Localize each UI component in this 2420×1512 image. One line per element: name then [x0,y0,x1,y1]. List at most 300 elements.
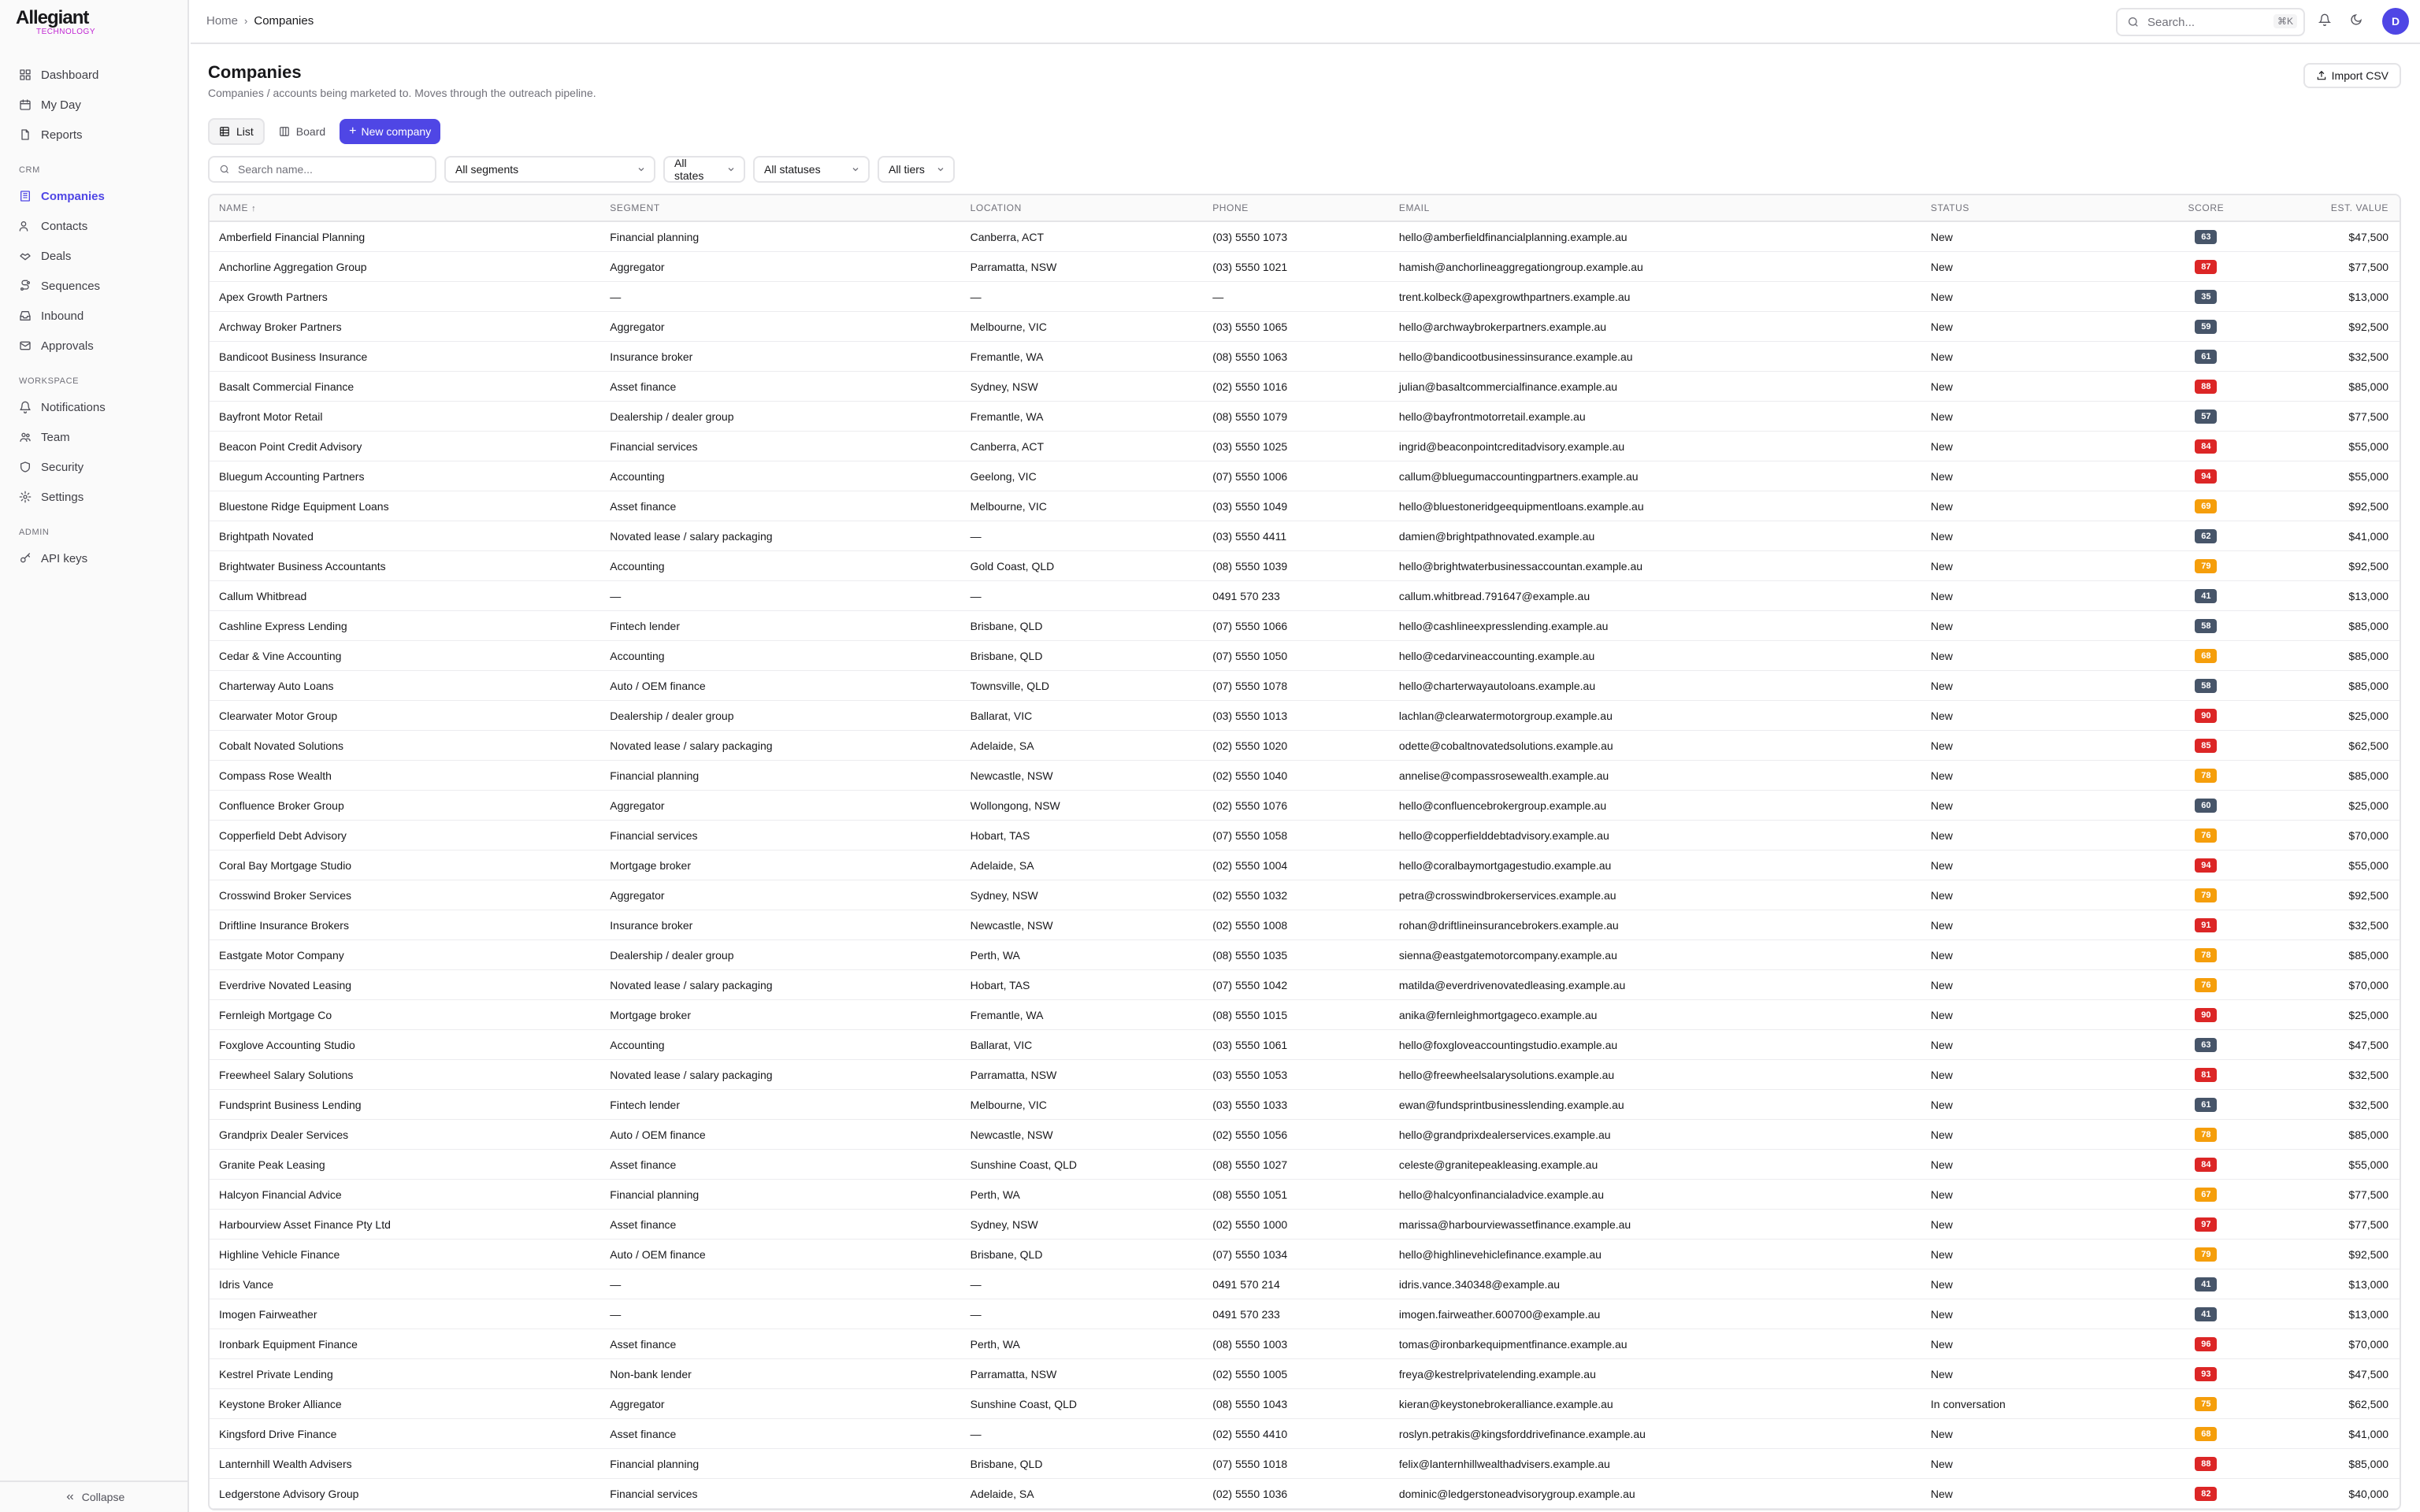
score-badge: 41 [2195,1277,2217,1292]
table-row[interactable] [210,970,2400,1000]
cell-segment: Mortgage broker [610,1008,691,1021]
cell-email: damien@brightpathnovated.example.au [1398,529,1595,543]
sidebar-item-dashboard[interactable] [9,60,180,90]
cell-email: hamish@anchorlineaggregationgroup.example.au [1398,260,1643,273]
cell-email: felix@lanternhillwealthadvisers.example.au [1398,1457,1610,1470]
cell-phone: (08) 5550 1003 [1212,1337,1288,1351]
cell-segment: Asset finance [610,499,677,513]
table-row[interactable] [210,671,2400,701]
cell-name: Harbourview Asset Finance Pty Ltd [219,1217,391,1231]
tier-filter-select[interactable] [878,156,955,183]
search-icon [219,164,230,175]
cell-status: New [1930,589,1953,602]
cell-segment: Accounting [610,559,665,573]
cell-score [2157,888,2255,902]
table-header [210,195,2400,222]
cell-location: Canberra, ACT [970,439,1044,453]
cell-score [2157,799,2255,813]
cell-name: Bandicoot Business Insurance [219,350,368,363]
score-badge: 68 [2195,649,2217,663]
cell-segment: Accounting [610,1038,665,1051]
cell-phone: (03) 5550 1021 [1212,260,1288,273]
sidebar-item-contacts[interactable] [9,211,180,241]
score-badge: 62 [2195,529,2217,543]
cell-segment: Aggregator [610,1397,665,1410]
new-company-button[interactable] [340,119,440,144]
cell-segment: Dealership / dealer group [610,709,734,722]
cell-score [2157,1457,2255,1471]
table-row[interactable] [210,880,2400,910]
cell-value: $70,000 [2348,978,2389,991]
cell-location: — [970,589,982,602]
cell-phone: (08) 5550 1015 [1212,1008,1288,1021]
cell-score [2157,1158,2255,1172]
cell-location: Melbourne, VIC [970,1098,1047,1111]
import-csv-button[interactable] [2303,63,2401,88]
cell-score [2157,1188,2255,1202]
table-row[interactable] [210,1210,2400,1240]
cell-value: $85,000 [2348,769,2389,782]
new-company-label: New company [361,125,432,138]
cell-value: $55,000 [2348,439,2389,453]
table-row[interactable] [210,791,2400,821]
cell-value: $55,000 [2348,858,2389,872]
sort-asc-icon: ↑ [251,204,257,213]
cell-score [2157,380,2255,394]
score-badge: 94 [2195,469,2217,484]
column-header-email[interactable]: EMAIL [1398,202,1430,213]
sidebar-item-label: Inbound [41,309,84,323]
sidebar-item-approvals[interactable] [9,331,180,361]
sidebar-item-notifications[interactable] [9,392,180,422]
cell-location: Geelong, VIC [970,469,1037,483]
cell-name: Fernleigh Mortgage Co [219,1008,332,1021]
breadcrumb-home[interactable]: Home [206,14,239,28]
cell-name: Clearwater Motor Group [219,709,338,722]
cell-phone: (03) 5550 1013 [1212,709,1288,722]
cell-name: Kingsford Drive Finance [219,1427,337,1440]
sidebar-item-security[interactable] [9,452,180,482]
table-row[interactable] [210,1449,2400,1479]
cell-email: matilda@everdrivenovatedleasing.example.au [1398,978,1626,991]
cell-name: Freewheel Salary Solutions [219,1068,354,1081]
table-row[interactable] [210,432,2400,461]
state-filter-value: All states [674,157,704,182]
score-badge: 85 [2195,739,2217,753]
cell-name: Cedar & Vine Accounting [219,649,342,662]
cell-score [2157,739,2255,753]
cell-location: Fremantle, WA [970,350,1044,363]
breadcrumb-current: Companies [254,14,314,28]
table-row[interactable] [210,1240,2400,1269]
score-badge: 90 [2195,709,2217,723]
table-row[interactable] [210,1180,2400,1210]
cell-status: New [1930,1247,1953,1261]
cell-segment: Aggregator [610,799,665,812]
cell-segment: Novated lease / salary packaging [610,529,773,543]
cell-location: Wollongong, NSW [970,799,1060,812]
table-row[interactable] [210,282,2400,312]
cell-phone: (08) 5550 1027 [1212,1158,1288,1171]
score-badge: 61 [2195,350,2217,364]
score-badge: 63 [2195,230,2217,244]
cell-value: $13,000 [2348,1307,2389,1321]
table-row[interactable] [210,1150,2400,1180]
score-badge: 41 [2195,1307,2217,1321]
cell-email: idris.vance.340348@example.au [1398,1277,1560,1291]
cell-score [2157,1128,2255,1142]
score-badge: 81 [2195,1068,2217,1082]
cell-location: Townsville, QLD [970,679,1049,692]
table-row[interactable] [210,1359,2400,1389]
cell-location: Hobart, TAS [970,828,1030,842]
cell-score [2157,918,2255,932]
cell-value: $92,500 [2348,559,2389,573]
score-badge: 63 [2195,1038,2217,1052]
chevron-down-icon [637,165,646,174]
cell-email: kieran@keystonebrokeralliance.example.au [1398,1397,1613,1410]
cell-phone: (07) 5550 1066 [1212,619,1288,632]
cell-status: New [1930,799,1953,812]
table-row[interactable] [210,1329,2400,1359]
sidebar-item-label: API keys [41,551,88,565]
table-row[interactable] [210,1090,2400,1120]
cell-location: Sydney, NSW [970,1217,1038,1231]
cell-name: Coral Bay Mortgage Studio [219,858,352,872]
table-row[interactable] [210,1299,2400,1329]
column-header-status[interactable]: STATUS [1930,202,1970,213]
cell-phone: (02) 5550 1005 [1212,1367,1288,1380]
cell-status: New [1930,739,1953,752]
sidebar-item-label: Notifications [41,400,106,414]
cell-phone: (08) 5550 1043 [1212,1397,1288,1410]
cell-segment: Auto / OEM finance [610,1128,706,1141]
cell-email: hello@brightwaterbusinessaccountan.example.au [1398,559,1643,573]
column-header-segment[interactable]: SEGMENT [610,202,660,213]
cell-email: anika@fernleighmortgageco.example.au [1398,1008,1598,1021]
cell-segment: Insurance broker [610,350,693,363]
cell-phone: (07) 5550 1018 [1212,1457,1288,1470]
cell-location: — [970,529,982,543]
cell-location: Ballarat, VIC [970,709,1033,722]
cell-email: hello@bluestoneridgeequipmentloans.example.au [1398,499,1644,513]
cell-email: julian@basaltcommercialfinance.example.au [1398,380,1618,393]
cell-email: odette@cobaltnovatedsolutions.example.au [1398,739,1613,752]
calendar-icon [19,98,32,111]
cell-location: Adelaide, SA [970,1487,1034,1500]
filter-bar [208,156,963,183]
sidebar-item-label: Approvals [41,339,94,353]
cell-email: hello@highlinevehiclefinance.example.au [1398,1247,1602,1261]
cell-status: New [1930,1188,1953,1201]
sidebar-item-api-keys[interactable] [9,543,180,573]
cell-phone: (07) 5550 1042 [1212,978,1288,991]
cell-value: $77,500 [2348,410,2389,423]
building-icon [19,190,32,202]
cell-value: $47,500 [2348,1038,2389,1051]
table-row[interactable] [210,910,2400,940]
score-badge: 76 [2195,978,2217,992]
table-row[interactable] [210,701,2400,731]
cell-status: New [1930,649,1953,662]
table-row[interactable] [210,611,2400,641]
table-body [210,222,2400,1509]
cell-score [2157,1008,2255,1022]
score-badge: 35 [2195,290,2217,304]
cell-segment: Fintech lender [610,619,680,632]
segment-filter-select[interactable] [444,156,655,183]
cell-name: Brightpath Novated [219,529,314,543]
sidebar-item-label: Dashboard [41,68,99,82]
status-filter-select[interactable] [753,156,870,183]
cell-segment: Non-bank lender [610,1367,692,1380]
table-row[interactable] [210,1389,2400,1419]
chevron-down-icon [726,165,736,174]
table-row[interactable] [210,1419,2400,1449]
table-row[interactable] [210,1030,2400,1060]
table-row[interactable] [210,461,2400,491]
cell-score [2157,290,2255,304]
collapse-button[interactable] [0,1480,189,1512]
cell-email: hello@cashlineexpresslending.example.au [1398,619,1609,632]
cell-phone: (02) 5550 1008 [1212,918,1288,932]
cell-status: New [1930,410,1953,423]
cell-status: New [1930,1038,1953,1051]
cell-segment: Aggregator [610,320,665,333]
score-badge: 79 [2195,1247,2217,1262]
cell-email: lachlan@clearwatermotorgroup.example.au [1398,709,1613,722]
view-board-tab[interactable] [269,118,335,145]
cell-value: $77,500 [2348,260,2389,273]
cell-name: Granite Peak Leasing [219,1158,325,1171]
global-search-input[interactable] [2116,8,2305,36]
cell-name: Eastgate Motor Company [219,948,344,962]
score-badge: 68 [2195,1427,2217,1441]
cell-segment: Asset finance [610,1337,677,1351]
bell-icon [2318,13,2331,30]
user-avatar[interactable]: D [2382,8,2409,35]
cell-status: New [1930,619,1953,632]
score-badge: 87 [2195,260,2217,274]
view-list-label: List [236,125,254,138]
cell-email: hello@confluencebrokergroup.example.au [1398,799,1607,812]
cell-name: Ledgerstone Advisory Group [219,1487,359,1500]
cell-name: Idris Vance [219,1277,273,1291]
cell-location: — [970,290,982,303]
notifications-button[interactable] [2316,13,2333,30]
table-row[interactable] [210,342,2400,372]
cell-score [2157,828,2255,843]
sidebar-item-deals[interactable] [9,241,180,271]
table-row[interactable] [210,1000,2400,1030]
column-header-score[interactable]: SCORE [2188,202,2225,213]
cell-segment: Auto / OEM finance [610,1247,706,1261]
score-badge: 58 [2195,679,2217,693]
cell-name: Callum Whitbread [219,589,307,602]
score-badge: 96 [2195,1337,2217,1351]
cell-score [2157,469,2255,484]
table-row[interactable] [210,222,2400,252]
cell-phone: (03) 5550 1025 [1212,439,1288,453]
cell-email: imogen.fairweather.600700@example.au [1398,1307,1601,1321]
column-header-name[interactable] [210,202,600,213]
cell-email: tomas@ironbarkequipmentfinance.example.au [1398,1337,1628,1351]
cell-email: hello@bayfrontmotorretail.example.au [1398,410,1586,423]
segment-filter-value: All segments [455,163,519,176]
key-icon [19,552,32,565]
cell-status: New [1930,1427,1953,1440]
table-row[interactable] [210,761,2400,791]
list-icon [219,126,230,137]
cell-value: $85,000 [2348,1128,2389,1141]
cell-phone: (07) 5550 1058 [1212,828,1288,842]
cell-status: New [1930,380,1953,393]
board-icon [279,126,290,137]
column-header-phone[interactable]: PHONE [1212,202,1249,213]
cell-location: Newcastle, NSW [970,769,1053,782]
cell-segment: Asset finance [610,1217,677,1231]
cell-status: New [1930,1158,1953,1171]
team-icon [19,431,32,443]
chevron-down-icon [851,165,860,174]
cell-location: — [970,1277,982,1291]
cell-value: $85,000 [2348,948,2389,962]
cell-score [2157,1038,2255,1052]
table-row[interactable] [210,581,2400,611]
theme-toggle-button[interactable] [2348,13,2365,30]
cell-segment: — [610,1277,622,1291]
cell-phone: (08) 5550 1035 [1212,948,1288,962]
sidebar-item-companies[interactable] [9,181,180,211]
table-row[interactable] [210,402,2400,432]
import-csv-label: Import CSV [2331,69,2388,82]
table-row[interactable] [210,940,2400,970]
cell-score [2157,499,2255,513]
column-header-value[interactable]: EST. VALUE [2330,202,2389,213]
table-row[interactable] [210,551,2400,581]
sidebar-item-label: Deals [41,249,72,263]
cell-phone: (02) 5550 1032 [1212,888,1288,902]
cell-status: New [1930,1277,1953,1291]
cell-email: petra@crosswindbrokerservices.example.au [1398,888,1616,902]
cell-phone: (02) 5550 4410 [1212,1427,1288,1440]
cell-score [2157,260,2255,274]
table-row[interactable] [210,521,2400,551]
cell-segment: — [610,1307,622,1321]
cell-status: New [1930,290,1953,303]
cell-phone: (02) 5550 1016 [1212,380,1288,393]
cell-status: New [1930,529,1953,543]
table-row[interactable] [210,312,2400,342]
cell-name: Keystone Broker Alliance [219,1397,342,1410]
score-badge: 94 [2195,858,2217,873]
column-header-location[interactable]: LOCATION [970,202,1022,213]
table-row[interactable] [210,731,2400,761]
name-search-input[interactable] [208,156,436,183]
cell-location: Fremantle, WA [970,410,1044,423]
cell-phone: (02) 5550 1036 [1212,1487,1288,1500]
companies-table [208,194,2401,1510]
cell-phone: (02) 5550 1056 [1212,1128,1288,1141]
plus-icon: + [349,124,357,138]
score-badge: 78 [2195,1128,2217,1142]
sidebar-item-reports[interactable] [9,120,180,150]
cell-phone: 0491 570 214 [1212,1277,1280,1291]
score-badge: 90 [2195,1008,2217,1022]
cell-phone: (02) 5550 1040 [1212,769,1288,782]
cell-value: $70,000 [2348,828,2389,842]
table-row[interactable] [210,641,2400,671]
sidebar-item-my-day[interactable] [9,90,180,120]
global-search-placeholder: Search... [2147,15,2195,29]
cell-email: ingrid@beaconpointcreditadvisory.example.au [1398,439,1625,453]
brand-logo[interactable] [16,8,95,36]
cell-location: — [970,1307,982,1321]
sidebar-item-settings[interactable] [9,482,180,512]
sidebar-item-sequences[interactable] [9,271,180,301]
cell-phone: (02) 5550 1000 [1212,1217,1288,1231]
view-list-tab[interactable] [208,118,265,145]
cell-name: Beacon Point Credit Advisory [219,439,362,453]
cell-email: roslyn.petrakis@kingsforddrivefinance.example.au [1398,1427,1646,1440]
score-badge: 57 [2195,410,2217,424]
table-row[interactable] [210,1060,2400,1090]
cell-status: New [1930,1457,1953,1470]
cell-email: annelise@compassrosewealth.example.au [1398,769,1609,782]
cell-segment: Financial planning [610,1188,700,1201]
upload-icon [2316,70,2327,81]
cell-name: Archway Broker Partners [219,320,342,333]
main-content [208,60,2401,1500]
score-badge: 91 [2195,918,2217,932]
cell-value: $62,500 [2348,739,2389,752]
cell-location: Sydney, NSW [970,380,1038,393]
cell-email: hello@cedarvineaccounting.example.au [1398,649,1595,662]
section-label-crm: CRM [19,165,40,175]
table-row[interactable] [210,1120,2400,1150]
cell-segment: Auto / OEM finance [610,679,706,692]
cell-value: $55,000 [2348,1158,2389,1171]
cell-score [2157,439,2255,454]
cell-location: Canberra, ACT [970,230,1044,243]
cell-name: Fundsprint Business Lending [219,1098,362,1111]
table-row[interactable] [210,491,2400,521]
table-row[interactable] [210,252,2400,282]
cell-phone: (08) 5550 1079 [1212,410,1288,423]
table-row[interactable] [210,372,2400,402]
table-row[interactable] [210,850,2400,880]
sidebar-item-inbound[interactable] [9,301,180,331]
table-row[interactable] [210,1269,2400,1299]
table-row[interactable] [210,1479,2400,1509]
score-badge: 75 [2195,1397,2217,1411]
score-badge: 93 [2195,1367,2217,1381]
cell-name: Anchorline Aggregation Group [219,260,367,273]
cell-phone: (03) 5550 1061 [1212,1038,1288,1051]
cell-segment: Dealership / dealer group [610,410,734,423]
table-row[interactable] [210,821,2400,850]
cell-phone: (07) 5550 1006 [1212,469,1288,483]
cell-value: $47,500 [2348,230,2389,243]
moon-icon [2350,13,2362,30]
state-filter-select[interactable] [663,156,745,183]
cell-value: $85,000 [2348,619,2389,632]
cell-value: $77,500 [2348,1188,2389,1201]
score-badge: 78 [2195,948,2217,962]
sidebar-item-team[interactable] [9,422,180,452]
cell-segment: — [610,290,622,303]
cell-phone: (02) 5550 1004 [1212,858,1288,872]
